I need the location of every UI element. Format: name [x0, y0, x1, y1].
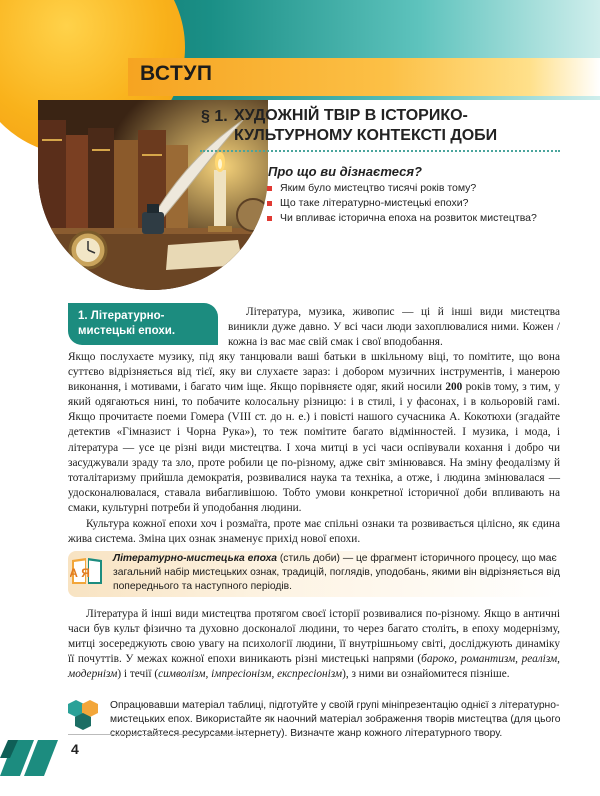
learn-box-title: Про що ви дізнаєтеся? — [268, 164, 422, 179]
body-paragraph-3: Література й інші види мистецтва протягом своєї історії розвивалися по-різному. Якщо в античні часи був культ фізично та духовно досконалої людини, то через багато століть, в епоху модернізму, митці зосереджують свою увагу на психології людини, її внутрішньому світі, досліджують динаміку її почуттів. У межах кожної епохи виникають різні мистецькі напрями (бароко, романтизм, реалізм, модернізм) і течії (символізм, імпресіонізм, експресіонізм), з ними ви ознайомитеся пізніше. — [68, 608, 560, 681]
body-paragraph-1: Якщо послухаєте музику, під яку танцювали ваші батьки в шкільному віці, то помітите, що вона суттєво відрізняється від тієї, яку ви слухаєте зараз: і добором музичних інструментів, і манерою виконання, і мотивами, і багато чим іще. Якщо порівняєте одяг, який носили 200 років тому, з тим, у який одягаються нині, то побачите колосальну різницю: і в стилі, і у фасонах, і в кольоровій гамі. Якщо прочитаєте поеми Гомера (VIII ст. до н. е.) і повісті нашого сучасника А. Кокотюхи (згадайте детектив «Гімназист і Чорна Рука»), то теж помітите багато відмінностей. І музика, і мода, і література — усе це різні види мистецтва. І хоча митці в усі часи оспівували кохання і добро чи засуджували зраду та зло, проте робили це по-різному, адже світ змінювався. На зміну феодалізму й тоталітаризму прийшла демократія, розвивалися наука та техніка, а отже, і людина змінювалася — удосконалювалася, ставала вибагливішою. Тобто умови конкретної історичної доби впливають на смаки, культурні потреби й уподобання людини. — [68, 351, 560, 514]
footer-decoration — [0, 736, 110, 776]
definition-text: Літературно-мистецька епоха (стиль доби) — це фрагмент історичного процесу, що має загальний набір мистецьких ознак, традицій, поглядів, уподобань, якими він відрізняється від попереднього та наступного періодів. — [113, 553, 561, 592]
currents-list: символізм, імпресіонізм, експресіонізм — [158, 668, 343, 681]
group-task-icon — [66, 698, 100, 732]
learn-item: Яким було мистецтво тисячі років тому? — [266, 181, 537, 196]
years-number: 200 — [445, 381, 463, 394]
icon-letter-a: А Я — [70, 566, 90, 580]
section-divider — [200, 150, 560, 152]
page-number: 4 — [71, 741, 79, 757]
learn-list — [266, 181, 537, 226]
learn-item: Що таке літературно-мистецькі епохи? — [266, 196, 537, 211]
learn-item: Чи впливає історична епоха на розвиток мистецтва? — [266, 211, 537, 226]
body-paragraph-2: Культура кожної епохи хоч і розмаїта, проте має спільні ознаки та розвивається цілісно, як єдина жива система. Зміна цих ознак знаменує прихід нової епохи. — [68, 518, 560, 546]
dictionary-icon — [70, 554, 104, 588]
directions-list: бароко, романтизм, реалізм, модернізм — [68, 653, 560, 681]
section-label: ВСТУП — [140, 62, 213, 85]
definition-term: Літературно-мистецька епоха — [113, 553, 277, 564]
paragraph-label: 1. Літературно-мистецькі епохи. — [68, 303, 218, 345]
task-text: Опрацювавши матеріал таблиці, підготуйте у своїй групі мініпрезентацію однієї з літературно-мистецьких епох. Використайте як наочний матеріал зображення творів мистецтва (для цього скористайтеся ресурсами інтернету). Визначте жанр кожного літературного твору. — [110, 700, 561, 739]
body-paragraph-lead: Література, музика, живопис — ці й інші види мистецтва виникли дуже давно. У всі часи люди захоплювалися ними. Кожен / кожна із вас має свій смак і свої вподобання. — [228, 306, 560, 349]
section-number: § 1. — [201, 108, 228, 125]
section-title: ХУДОЖНІЙ ТВІР В ІСТОРИКО-КУЛЬТУРНОМУ КОНТЕКСТІ ДОБИ — [234, 107, 498, 144]
footer-rule — [68, 734, 248, 735]
